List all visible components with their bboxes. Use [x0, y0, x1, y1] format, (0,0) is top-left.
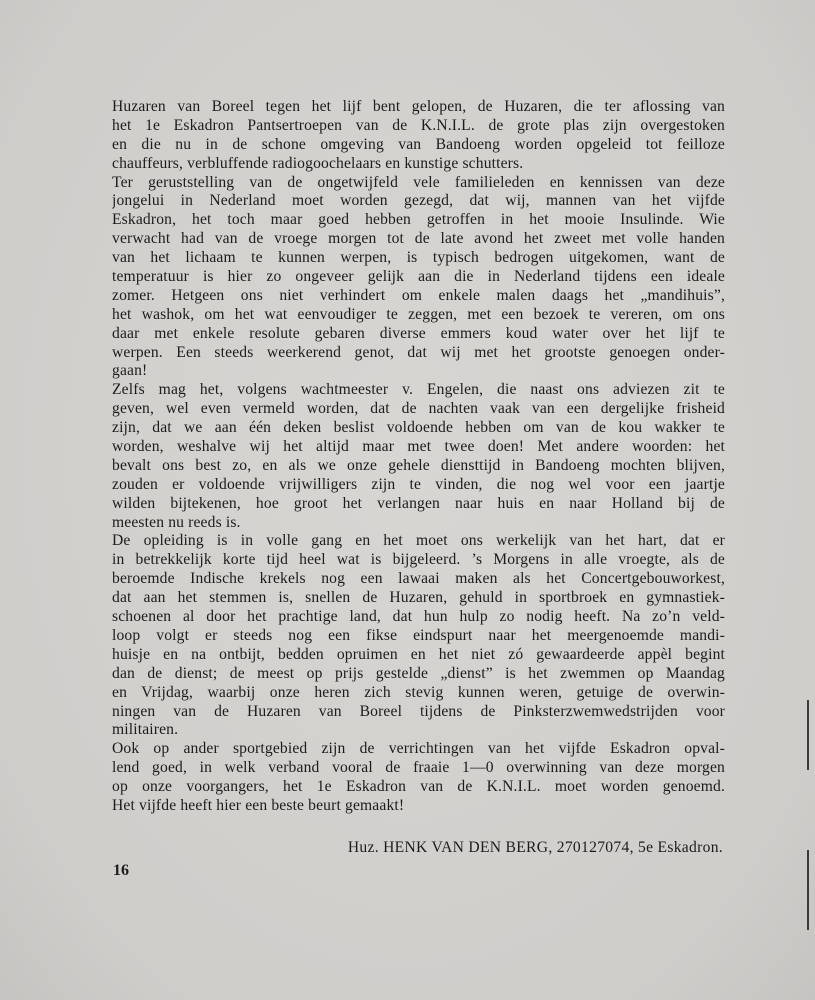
text-line: dat aan het stemmen is, snellen de Huzaren, gehuld in sportbroek en gymnastiek-	[112, 589, 725, 607]
text-line: worden, weshalve wij het altijd maar met twee doen! Met andere woorden: het	[112, 438, 725, 456]
text-line: temperatuur is hier zo ongeveer gelijk aan die in Nederland tijdens een ideale	[112, 268, 725, 286]
text-line: het washok, om het wat eenvoudiger te zeggen, met een bezoek te vereren, om ons	[112, 305, 725, 323]
article-body	[112, 98, 725, 816]
text-line: dan de dienst; de meest op prijs gestelde „dienst” is het zwemmen op Maandag	[112, 664, 725, 682]
text-line: Huzaren van Boreel tegen het lijf bent gelopen, de Huzaren, die ter aflossing van	[112, 98, 725, 115]
text-line: loop volgt er steeds nog een fikse eindspurt naar het meergenoemde mandi-	[112, 626, 725, 644]
text-line: ningen van de Huzaren van Boreel tijdens de Pinksterzwemwedstrijden voor	[112, 702, 725, 720]
scan-edge-mark	[807, 700, 809, 770]
text-line: het 1e Eskadron Pantsertroepen van de K.N.I.L. de grote plas zijn overgestoken	[112, 116, 725, 134]
text-line: bevalt ons best zo, en als we onze gehele diensttijd in Bandoeng mochten blijven,	[112, 456, 725, 474]
text-line: De opleiding is in volle gang en het moet ons werkelijk van het hart, dat er	[112, 532, 725, 550]
text-line: en die nu in de schone omgeving van Bandoeng worden opgeleid tot feilloze	[112, 135, 725, 153]
paragraph	[112, 740, 725, 816]
text-line: chauffeurs, verbluffende radiogoochelaars en kunstige schutters.	[112, 154, 524, 172]
text-line: Het vijfde heeft hier een beste beurt gemaakt!	[112, 796, 405, 814]
text-line: beroemde Indische krekels nog een lawaai maken als het Concertgebouworkest,	[112, 570, 725, 588]
text-line: verwacht had van de vroege morgen tot de late avond het zweet met volle handen	[112, 230, 725, 248]
scan-edge-mark	[807, 850, 809, 930]
text-line: huisje en na ontbijt, bedden opruimen en het niet zó gewaardeerde appèl begint	[112, 645, 725, 663]
paragraph	[112, 532, 725, 740]
text-line: in betrekkelijk korte tijd heel wat is bijgeleerd. ’s Morgens in alle vroegte, als de	[112, 551, 725, 569]
text-line: geven, wel even vermeld worden, dat de nachten vaak van een dergelijke frisheid	[112, 400, 725, 418]
text-line: zijn, dat we aan één deken beslist voldoende hebben om van de kou wakker te	[112, 419, 725, 437]
paragraph	[112, 174, 725, 382]
text-line: Zelfs mag het, volgens wachtmeester v. Engelen, die naast ons adviezen zit te	[112, 381, 725, 399]
text-line: Eskadron, het toch maar goed hebben getroffen in het mooie Insulinde. Wie	[112, 211, 725, 229]
text-line: meesten nu reeds is.	[112, 513, 241, 531]
text-line: jongelui in Nederland moet worden gezegd, dat wij, mannen van het vijfde	[112, 192, 725, 210]
text-line: gaan!	[112, 362, 148, 380]
text-line: zomer. Hetgeen ons niet verhindert om enkele malen daags het „mandihuis”,	[112, 286, 725, 304]
text-line: en Vrijdag, waarbij onze heren zich stevig kunnen weren, getuige de overwin-	[112, 683, 725, 701]
text-line: zouden er voldoende vrijwilligers zijn te vinden, die nog wel voor een jaartje	[112, 475, 725, 493]
text-line: lend goed, in welk verband vooral de fraaie 1—0 overwinning van deze morgen	[112, 759, 725, 777]
text-line: Ook op ander sportgebied zijn de verrichtingen van het vijfde Eskadron opval-	[112, 740, 725, 758]
text-line: militairen.	[112, 721, 179, 739]
text-line: op onze voorgangers, het 1e Eskadron van de K.N.I.L. moet worden genoemd.	[112, 778, 725, 796]
text-line: van het lichaam te kunnen werpen, is typisch bedrogen uitgekomen, want de	[112, 249, 725, 267]
text-line: schoenen al door het prachtige land, dat hun hulp zo nodig heeft. Na zo’n veld-	[112, 608, 725, 626]
text-line: wilden bijtekenen, hoe groot het verlangen naar huis en naar Holland bij de	[112, 494, 725, 512]
paragraph	[112, 381, 725, 532]
text-line: werpen. Een steeds weerkerend genot, dat wij met het grootste genoegen onder-	[112, 343, 725, 361]
author-signature: Huz. HENK VAN DEN BERG, 270127074, 5e Eskadron.	[347, 839, 723, 856]
page-number: 16	[113, 862, 129, 879]
text-line: daar met enkele resolute gebaren diverse emmers koud water over het lijf te	[112, 324, 725, 342]
text-line: Ter geruststelling van de ongetwijfeld vele familieleden en kennissen van deze	[112, 173, 725, 191]
paragraph	[112, 98, 725, 174]
